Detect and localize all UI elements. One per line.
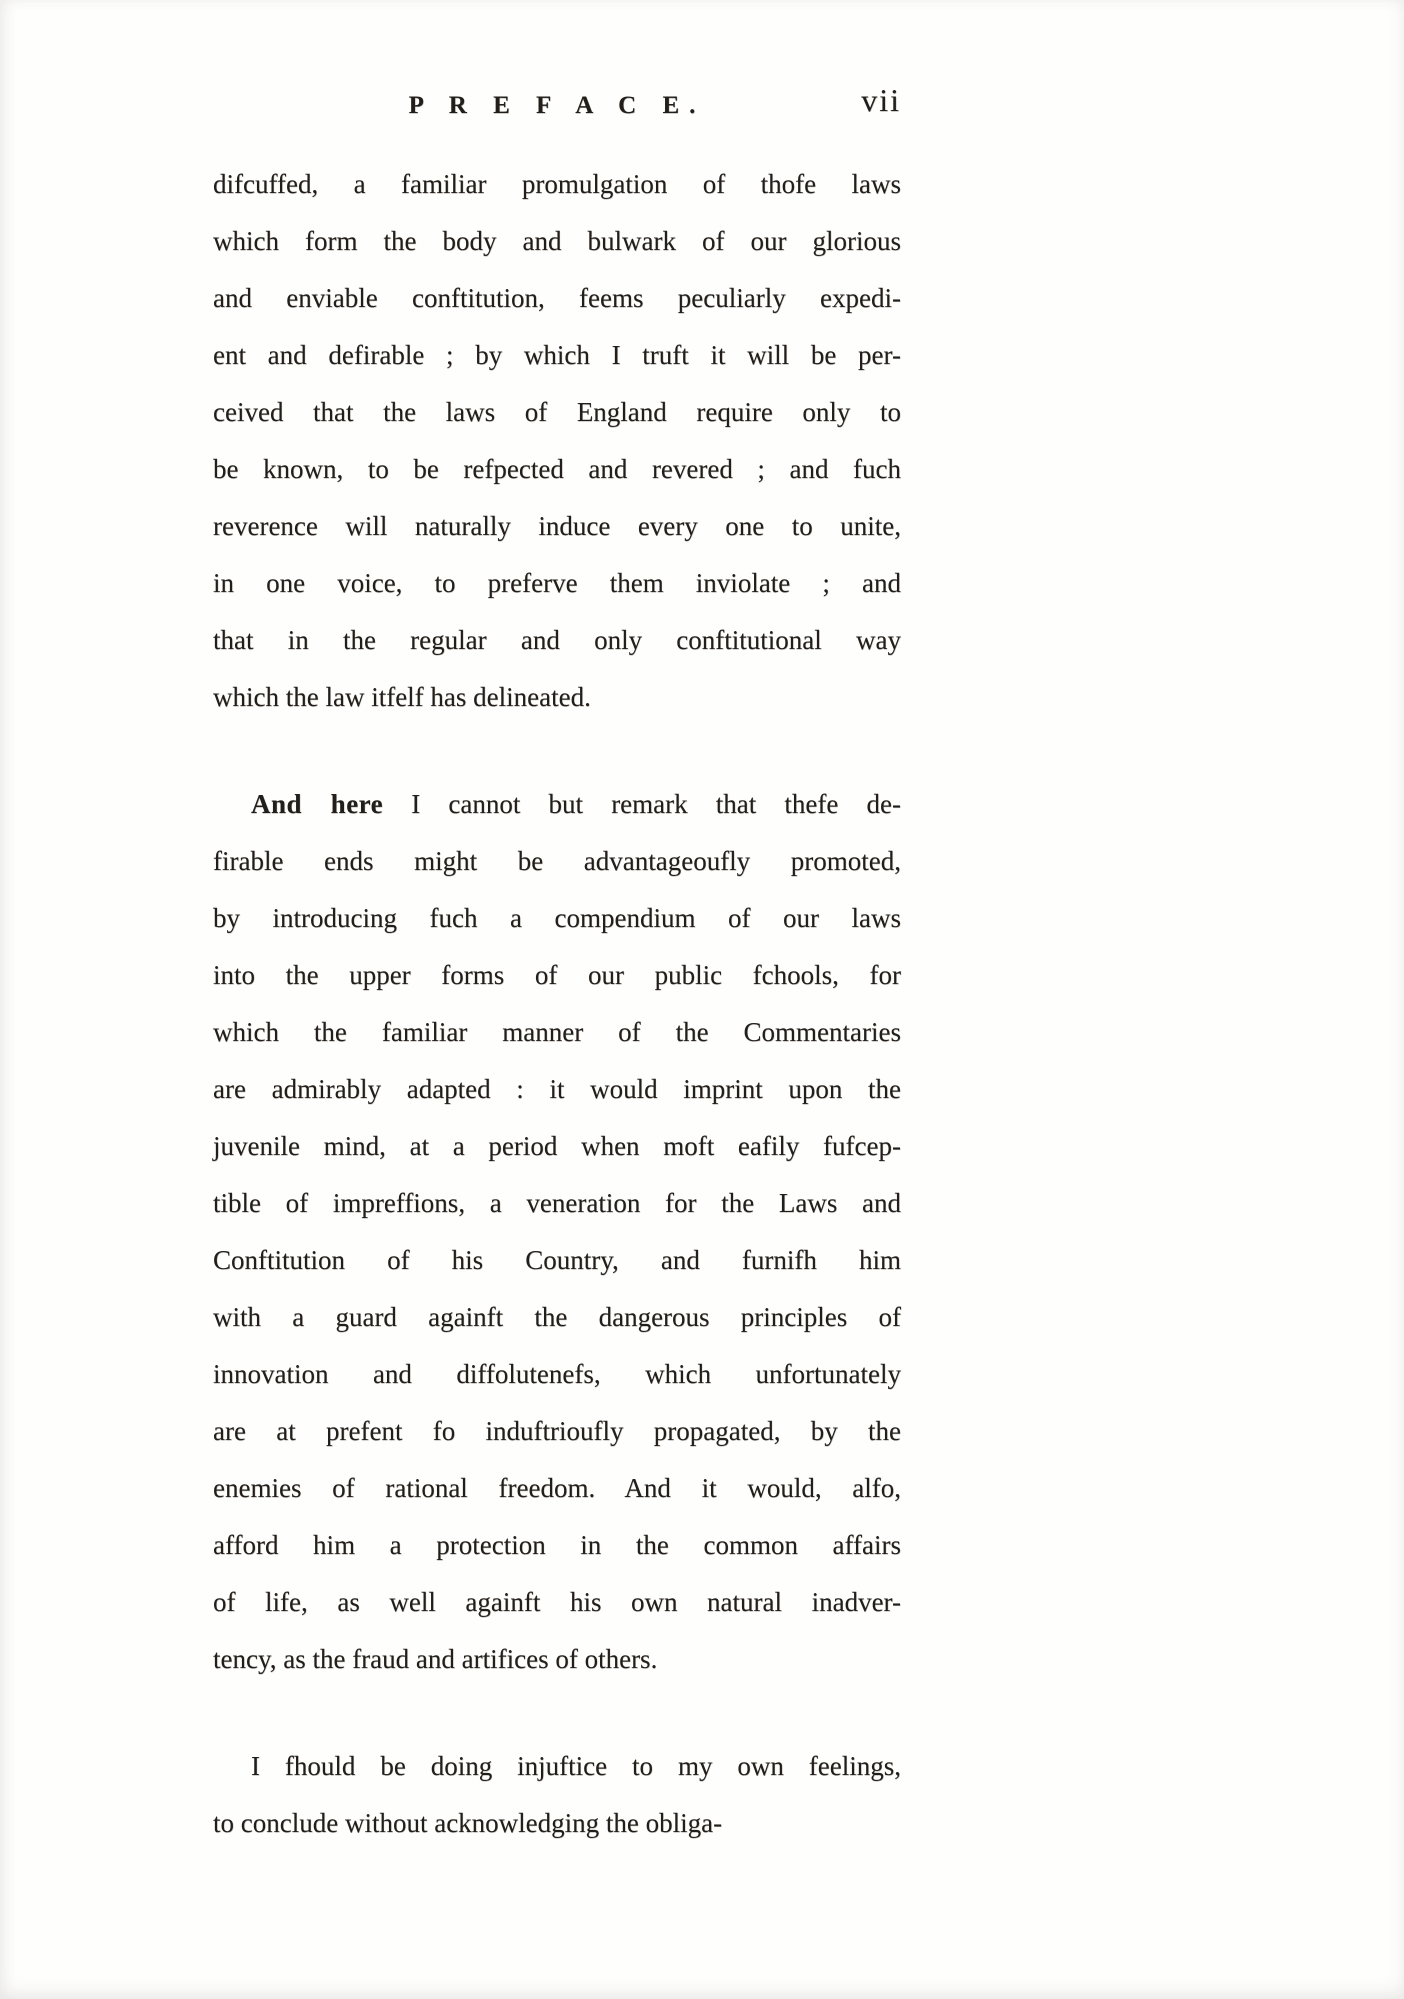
text-line: to conclude without acknowledging the obliga- bbox=[213, 1808, 723, 1838]
text-line: which form the body and bulwark of our glorious bbox=[213, 226, 901, 256]
page-header bbox=[213, 82, 901, 130]
paragraph bbox=[213, 156, 901, 726]
paragraphs bbox=[213, 156, 901, 1852]
text-line: ceived that the laws of England require only to bbox=[213, 397, 901, 427]
text-line: juvenile mind, at a period when moft eafily fufcep- bbox=[213, 1131, 901, 1161]
text-line: be known, to be refpected and revered ; and fuch bbox=[213, 454, 901, 484]
text-line: that in the regular and only conftitutional way bbox=[213, 625, 901, 655]
text-line: which the familiar manner of the Commentaries bbox=[213, 1017, 901, 1047]
text-line: reverence will naturally induce every one to unite, bbox=[213, 511, 901, 541]
text-line: firable ends might be advantageoufly promoted, bbox=[213, 846, 901, 876]
page-number: vii bbox=[861, 82, 901, 118]
text-line: Conftitution of his Country, and furnifh him bbox=[213, 1245, 901, 1275]
page-title: P R E F A C E. bbox=[408, 92, 706, 119]
text-line: by introducing fuch a compendium of our laws bbox=[213, 903, 901, 933]
text-line: with a guard againft the dangerous principles of bbox=[213, 1302, 901, 1332]
text-line: in one voice, to preferve them inviolate ; and bbox=[213, 568, 901, 598]
text-line: tible of impreffions, a veneration for the Laws and bbox=[213, 1188, 901, 1218]
text-block bbox=[213, 82, 901, 1852]
text-line: innovation and diffolutenefs, which unfortunately bbox=[213, 1359, 901, 1389]
text-line: afford him a protection in the common affairs bbox=[213, 1530, 901, 1560]
text-line: are at prefent fo induftrioufly propagated, by the bbox=[213, 1416, 901, 1446]
text-line: of life, as well againft his own natural inadver- bbox=[213, 1587, 901, 1617]
text-line: and enviable conftitution, feems peculiarly expedi- bbox=[213, 283, 901, 313]
text-line: are admirably adapted : it would imprint upon the bbox=[213, 1074, 901, 1104]
text-line: ent and defirable ; by which I truft it will be per- bbox=[213, 340, 901, 370]
paragraph-lead-words: And here bbox=[251, 789, 384, 819]
text-line: enemies of rational freedom. And it would, alfo, bbox=[213, 1473, 901, 1503]
text-line: into the upper forms of our public fchools, for bbox=[213, 960, 901, 990]
paragraph bbox=[213, 1738, 901, 1852]
text-line: I fhould be doing injuftice to my own feelings, bbox=[251, 1751, 901, 1781]
paragraph bbox=[213, 776, 901, 1688]
text-line: And here I cannot but remark that thefe de- bbox=[251, 789, 901, 819]
text-line: which the law itfelf has delineated. bbox=[213, 682, 591, 712]
text-line: difcuffed, a familiar promulgation of thofe laws bbox=[213, 169, 901, 199]
text-line: tency, as the fraud and artifices of others. bbox=[213, 1644, 658, 1674]
